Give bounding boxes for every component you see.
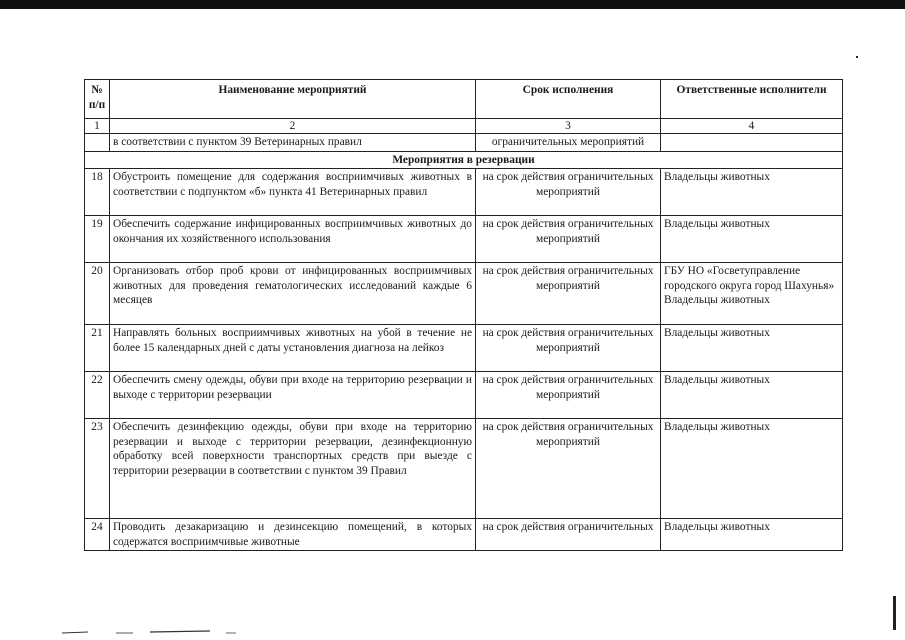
scan-speck: [856, 56, 858, 58]
column-index-row: [85, 119, 843, 134]
scan-top-border: [0, 0, 905, 9]
header-term: Срок исполнения: [476, 80, 661, 119]
measures-table: [84, 79, 843, 551]
scan-bottom-noise: [0, 626, 905, 640]
continuation-row: [85, 134, 843, 152]
measure-name: Обеспечить дезинфекцию одежды, обуви при входе на территорию резервации и выходе с территории резервации, дезинфекционную обработку всей поверхности транспортных средств при выезде с территории резервации в соответствии с пунктом 39 Правил: [110, 419, 476, 519]
header-name: Наименование мероприятий: [110, 80, 476, 119]
table-header-row: [85, 80, 843, 119]
measure-name: Направлять больных восприимчивых животных на убой в течение не более 15 календарных дней с даты установления диагноза на лейкоз: [110, 325, 476, 372]
measure-responsible: Владельцы животных: [661, 419, 843, 519]
row-number: 21: [85, 325, 110, 372]
section-row: [85, 151, 843, 169]
table-row: [85, 263, 843, 325]
measure-responsible: Владельцы животных: [661, 169, 843, 216]
row-number: 23: [85, 419, 110, 519]
measure-responsible: Владельцы животных: [661, 372, 843, 419]
table-row: [85, 419, 843, 519]
measure-term: ограничительных мероприятий: [476, 134, 661, 152]
row-number: 19: [85, 216, 110, 263]
column-index: 1: [85, 119, 110, 134]
table-row: [85, 169, 843, 216]
measure-term: на срок действия ограничительных мероприятий: [476, 372, 661, 419]
measure-term: на срок действия ограничительных мероприятий: [476, 263, 661, 325]
header-responsible: Ответственные исполнители: [661, 80, 843, 119]
measure-name: Обустроить помещение для содержания восприимчивых животных в соответствии с подпунктом «б» пункта 41 Ветеринарных правил: [110, 169, 476, 216]
row-number: 20: [85, 263, 110, 325]
row-number: 22: [85, 372, 110, 419]
measure-name: в соответствии с пунктом 39 Ветеринарных правил: [110, 134, 476, 152]
row-number: 18: [85, 169, 110, 216]
measure-term: на срок действия ограничительных мероприятий: [476, 325, 661, 372]
table-row: [85, 519, 843, 551]
measure-responsible: ГБУ НО «Госветуправление городского округа город Шахунья» Владельцы животных: [661, 263, 843, 325]
measure-name: Обеспечить смену одежды, обуви при входе на территорию резервации и выходе с территории резервации: [110, 372, 476, 419]
row-number: 24: [85, 519, 110, 551]
column-index: 2: [110, 119, 476, 134]
column-index: 3: [476, 119, 661, 134]
measure-responsible: [661, 134, 843, 152]
section-title: Мероприятия в резервации: [85, 151, 843, 169]
measure-name: Организовать отбор проб крови от инфицированных восприимчивых животных для проведения гематологических исследований каждые 6 месяцев: [110, 263, 476, 325]
measure-term: на срок действия ограничительных: [476, 519, 661, 551]
measure-term: на срок действия ограничительных мероприятий: [476, 419, 661, 519]
table-row: [85, 216, 843, 263]
measure-name: Обеспечить содержание инфицированных восприимчивых животных до окончания их хозяйственного использования: [110, 216, 476, 263]
measure-term: на срок действия ограничительных мероприятий: [476, 216, 661, 263]
column-index: 4: [661, 119, 843, 134]
measure-responsible: Владельцы животных: [661, 325, 843, 372]
row-number: [85, 134, 110, 152]
measure-responsible: Владельцы животных: [661, 216, 843, 263]
measure-term: на срок действия ограничительных мероприятий: [476, 169, 661, 216]
table-row: [85, 372, 843, 419]
scan-edge-mark: [893, 596, 896, 630]
measure-responsible: Владельцы животных: [661, 519, 843, 551]
header-num: № п/п: [85, 80, 110, 119]
measure-name: Проводить дезакаризацию и дезинсекцию помещений, в которых содержатся восприимчивые животные: [110, 519, 476, 551]
table-row: [85, 325, 843, 372]
